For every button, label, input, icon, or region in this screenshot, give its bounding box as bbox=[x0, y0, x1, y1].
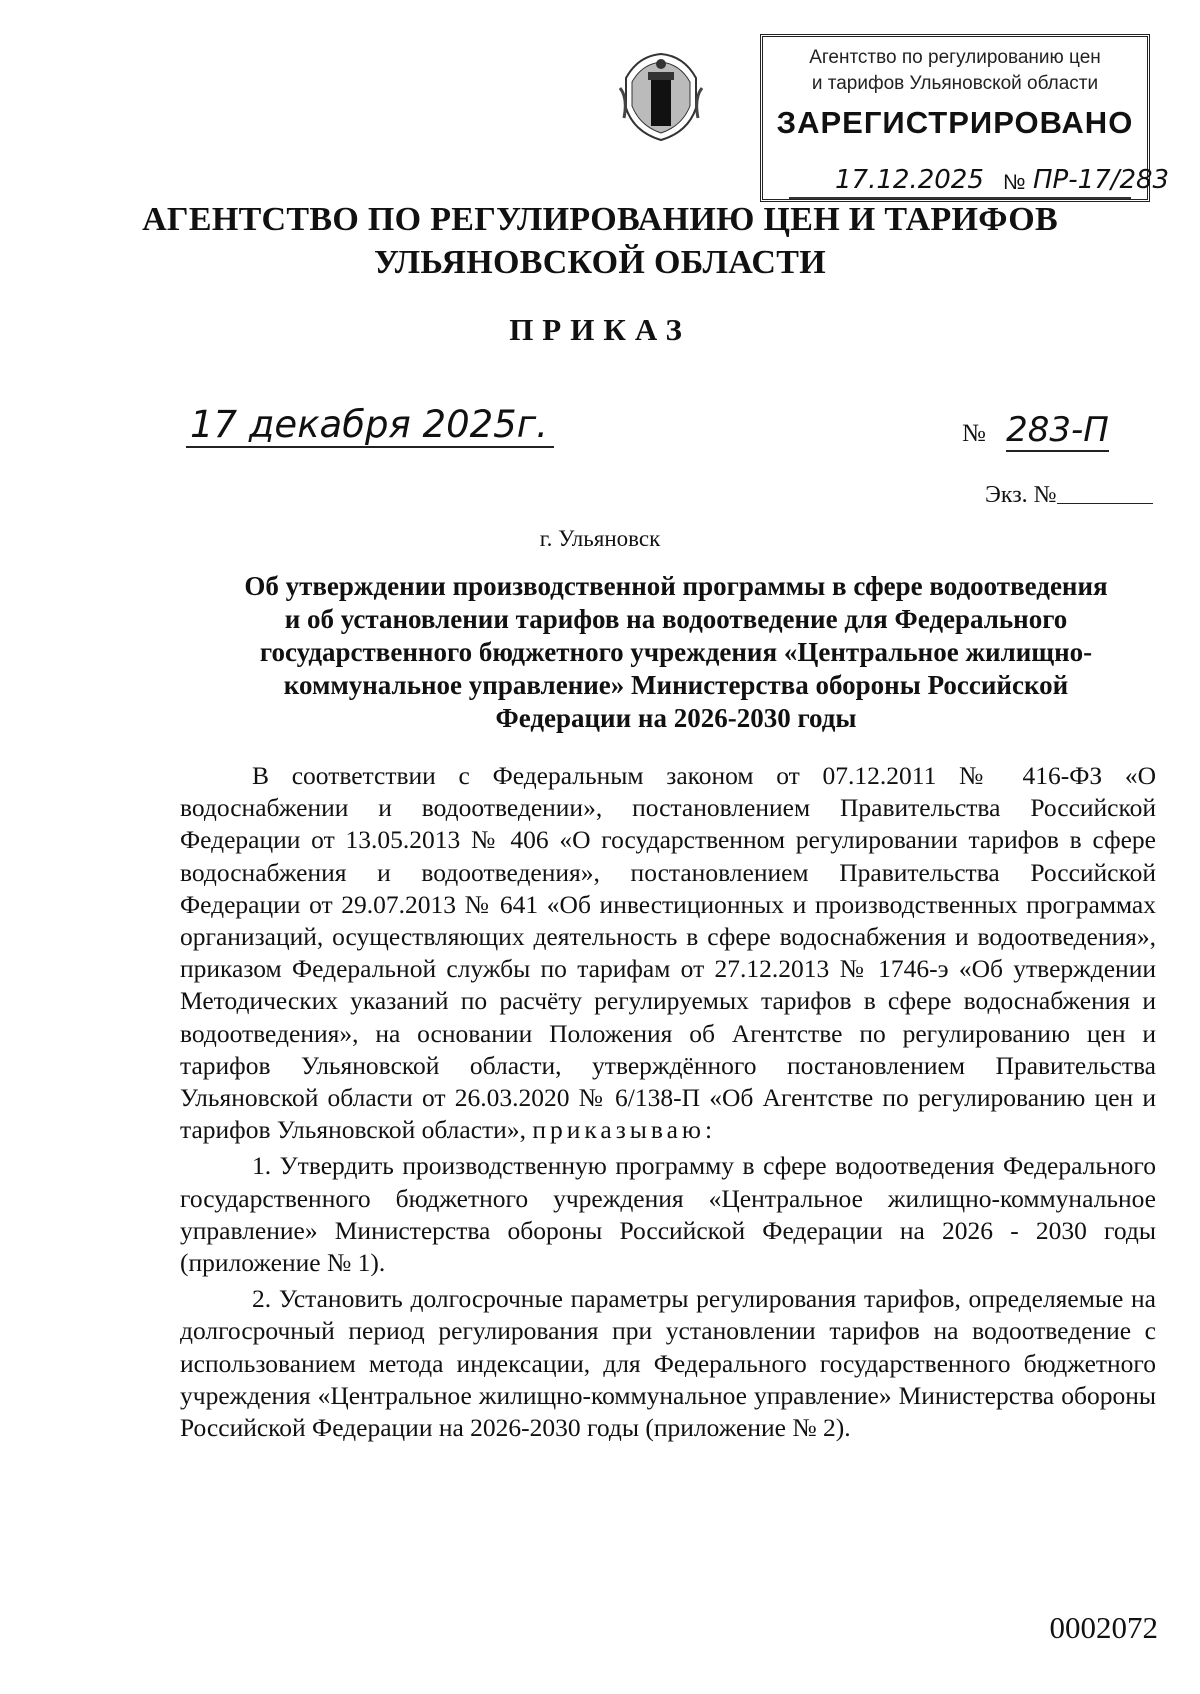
copy-number bbox=[985, 482, 1153, 509]
order-number bbox=[962, 410, 1109, 450]
stamp-status: ЗАРЕГИСТРИРОВАНО bbox=[776, 105, 1134, 140]
copy-number-label: Экз. № bbox=[985, 482, 1057, 508]
item-1-paragraph: 1. Утвердить производственную программу в сфере водоотведения Федерального государственного бюджетного учреждения «Центральное жилищно-коммунальное управление» Министерства обороны Российской Федерации на 2026 - 2030 годы (приложение № 1). bbox=[180, 1151, 1156, 1278]
copy-number-blank bbox=[1057, 503, 1153, 504]
title-line: Об утверждении производственной программы в сфере водоотведения bbox=[244, 571, 1108, 601]
title-line: государственного бюджетного учреждения «Центральное жилищно- bbox=[259, 637, 1093, 667]
preamble-paragraph bbox=[180, 760, 1156, 1146]
agency-name-line2: УЛЬЯНОВСКОЙ ОБЛАСТИ bbox=[374, 244, 826, 281]
agency-name bbox=[0, 198, 1200, 284]
stamp-reg-no-label: № bbox=[1003, 171, 1026, 194]
stamp-registration-line bbox=[789, 165, 1170, 199]
stamp-agency-line2: и тарифов Ульяновской области bbox=[811, 73, 1099, 94]
title-line: Федерации на 2026-2030 годы bbox=[495, 703, 857, 733]
stamp-reg-date: 17.12.2025 bbox=[835, 165, 984, 195]
preamble-text: В соответствии с Федеральным законом от 07.12.2011 № 416-ФЗ «О водоснабжении и водоотведении», постановлением Правительства Российской Федерации от 13.05.2013 № 406 «О государственном регулировании тарифов в сфере водоснабжения и водоотведения», постановлением Правительства Российской Федерации от 29.07.2013 № 641 «Об инвестиционных и производственных программах организаций, осуществляющих деятельность в сфере водоснабжения и водоотведения», приказом Федеральной службы по тарифам от 27.12.2013 № 1746-э «Об утверждении Методических указаний по расчёту регулируемых тарифов в сфере водоснабжения и водоотведения», на основании Положения об Агентстве по регулированию цен и тарифов Ульяновской области, утверждённого постановлением Правительства Ульяновской области от 26.03.2020 № 6/138-П «Об Агентстве по регулированию цен и тарифов Ульяновской области», bbox=[180, 761, 1156, 1145]
stamp-reg-number: ПР-17/283 bbox=[1033, 165, 1170, 195]
document-title bbox=[196, 570, 1156, 735]
document-body bbox=[180, 760, 1156, 1444]
document-type: ПРИКАЗ bbox=[509, 312, 691, 347]
coat-of-arms-icon bbox=[618, 48, 704, 144]
order-number-label: № bbox=[962, 420, 986, 447]
registration-stamp bbox=[760, 34, 1170, 202]
handwritten-date: 17 декабря 2025г. bbox=[186, 403, 554, 448]
order-number-value: 283-П bbox=[1006, 410, 1109, 450]
document-serial-code: 0002072 bbox=[1049, 1610, 1158, 1645]
title-line: коммунальное управление» Министерства обороны Российской bbox=[283, 670, 1069, 700]
stamp-agency-line1: Агентство по регулированию цен bbox=[809, 47, 1101, 68]
agency-name-line1: АГЕНТСТВО ПО РЕГУЛИРОВАНИЮ ЦЕН И ТАРИФОВ bbox=[142, 201, 1058, 238]
city: г. Ульяновск bbox=[539, 526, 661, 551]
order-word: приказываю: bbox=[532, 1115, 717, 1145]
title-line: и об установлении тарифов на водоотведение для Федерального bbox=[284, 604, 1068, 634]
item-2-paragraph: 2. Установить долгосрочные параметры регулирования тарифов, определяемые на долгосрочный период регулирования при установлении тарифов на водоотведение с использованием метода индексации, для Федерального государственного бюджетного учреждения «Центральное жилищно-коммунальное управление» Министерства обороны Российской Федерации на 2026-2030 годы (приложение № 2). bbox=[180, 1284, 1156, 1443]
